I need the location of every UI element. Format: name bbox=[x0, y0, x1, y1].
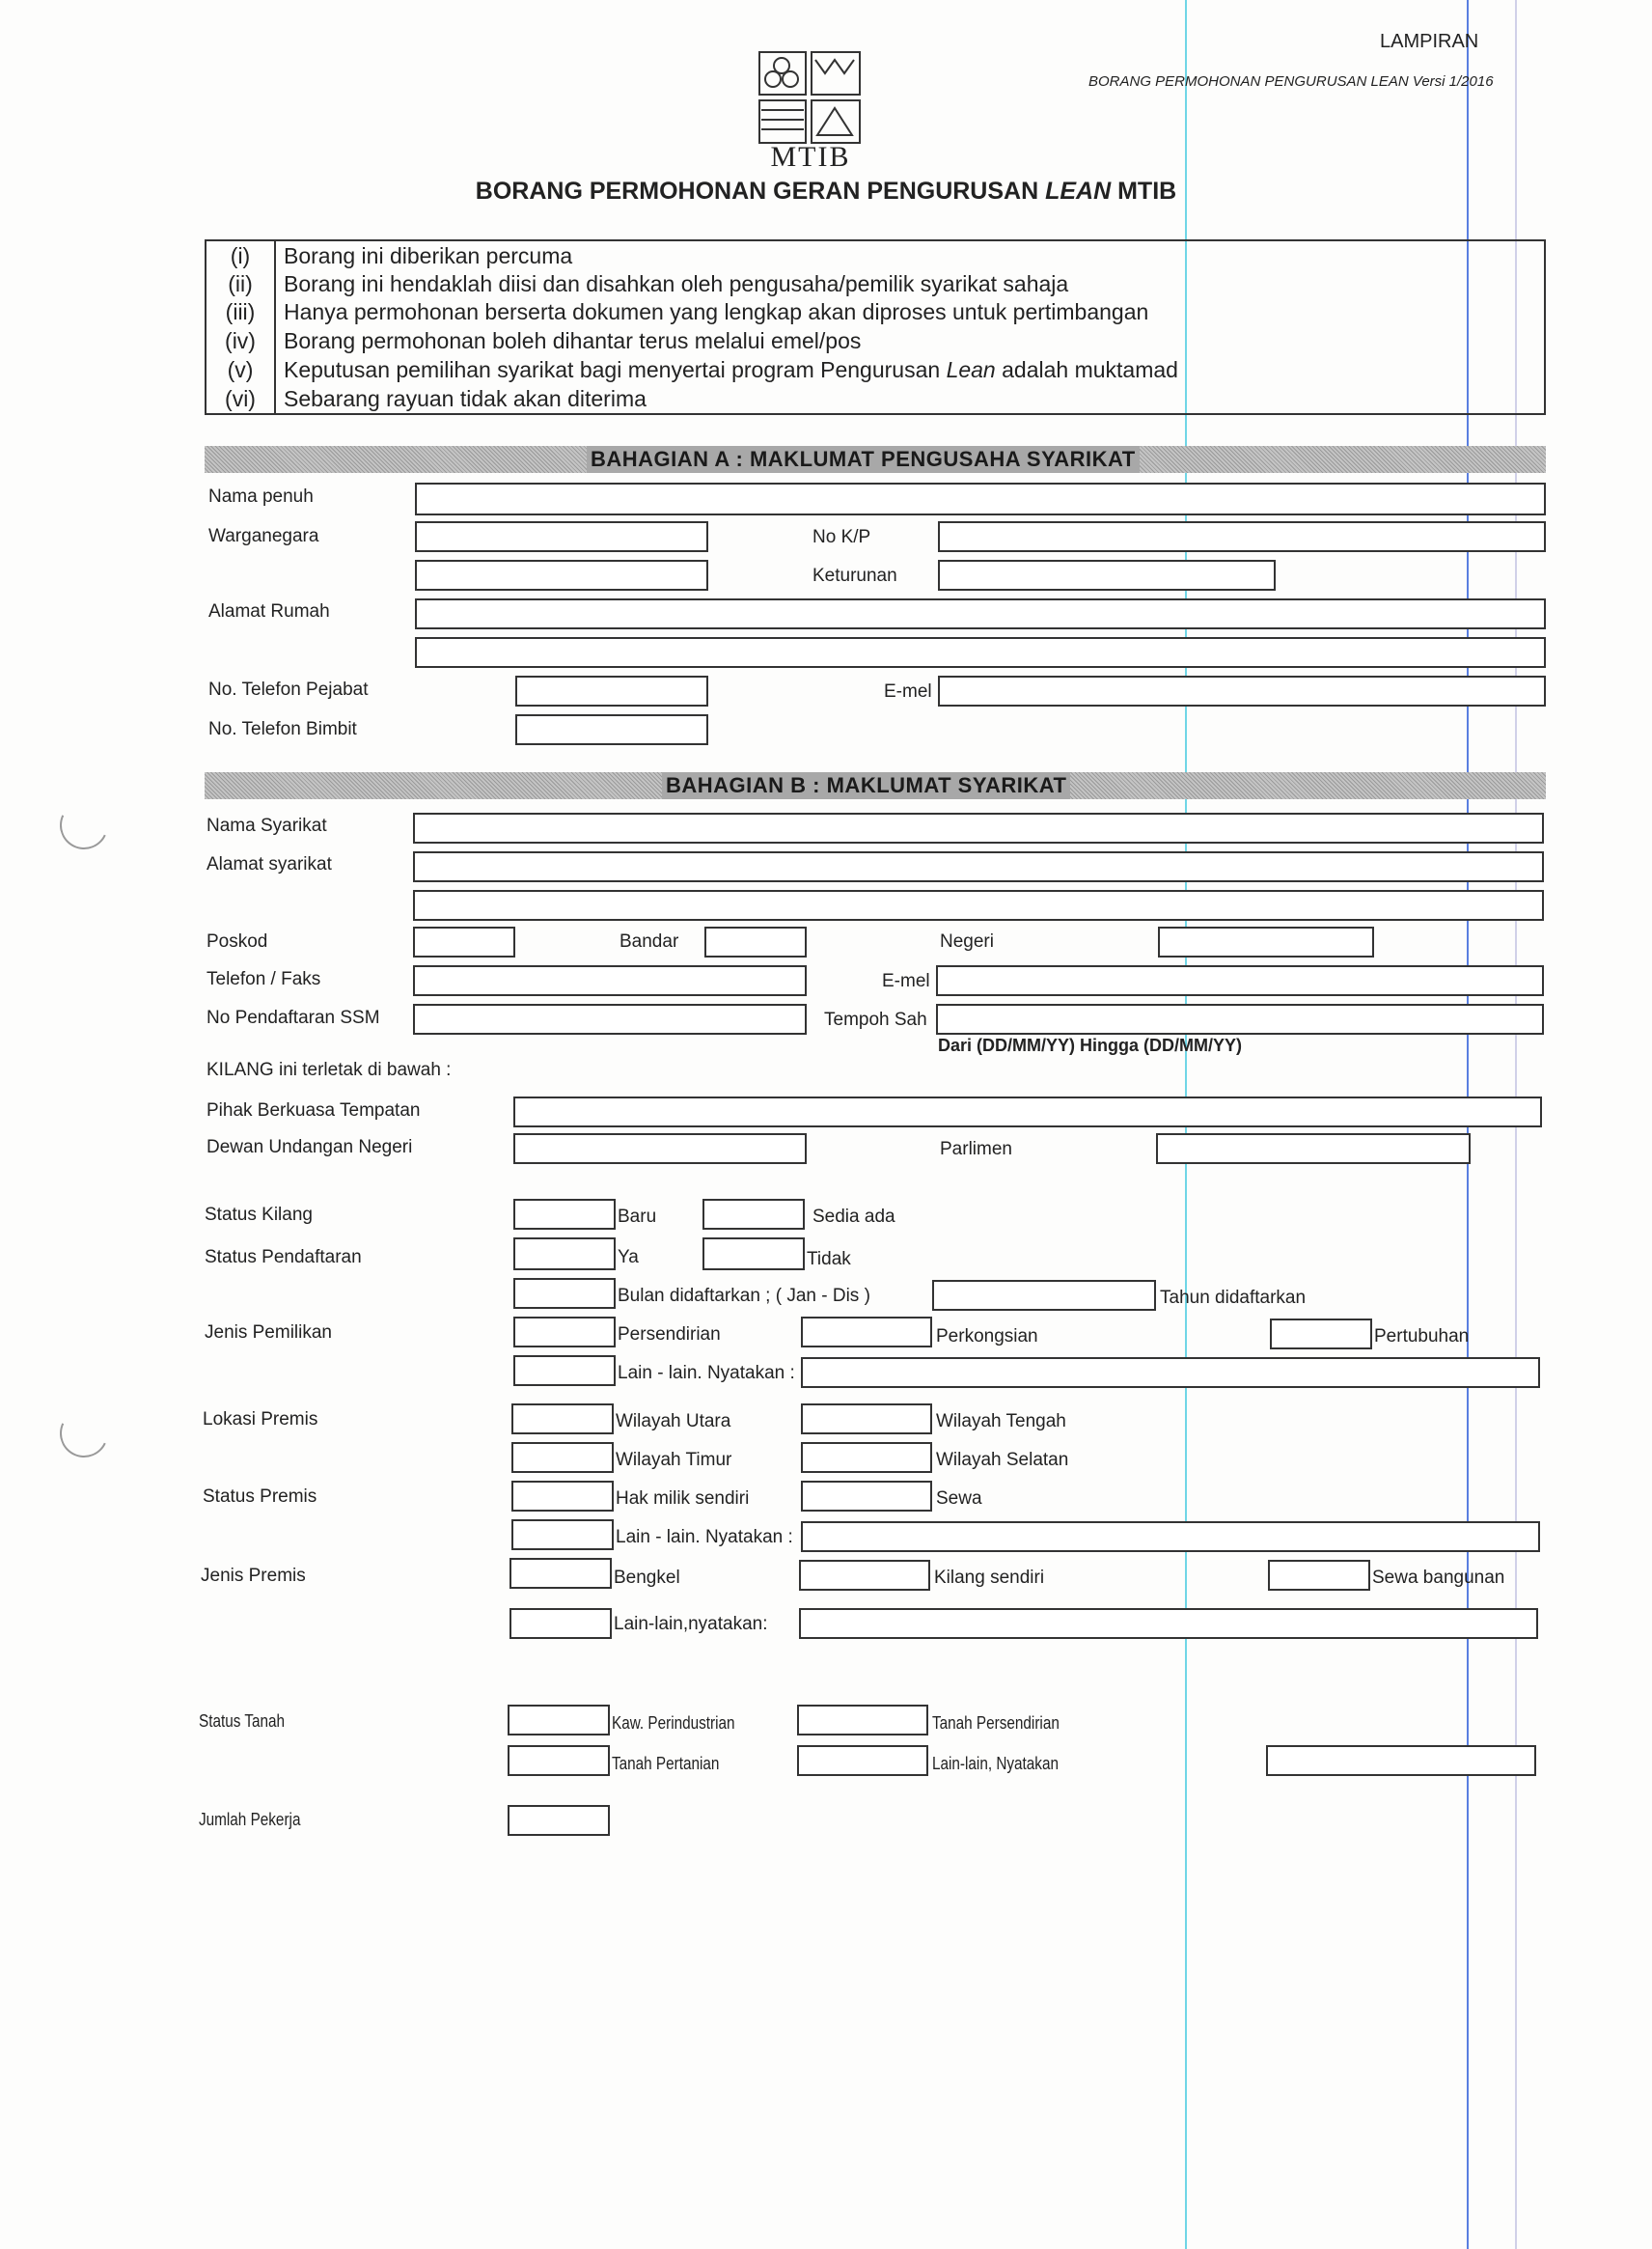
label-tanah-pertanian: Tanah Pertanian bbox=[612, 1754, 720, 1773]
label-kaw-perindustrian: Kaw. Perindustrian bbox=[612, 1713, 735, 1733]
wilayah-selatan-checkbox[interactable] bbox=[801, 1442, 932, 1473]
label-alamat-rumah: Alamat Rumah bbox=[208, 601, 330, 622]
label-sedia-ada: Sedia ada bbox=[812, 1207, 895, 1227]
lain-lain-checkbox-2[interactable] bbox=[511, 1519, 614, 1550]
label-wilayah-timur: Wilayah Timur bbox=[616, 1450, 732, 1470]
tahun-didaftarkan-field[interactable] bbox=[932, 1280, 1156, 1311]
parlimen-field[interactable] bbox=[1156, 1133, 1471, 1164]
note-row: (iv) Borang permohonan boleh dihantar terus melalui emel/pos bbox=[225, 328, 862, 353]
tempoh-sah-field[interactable] bbox=[936, 1004, 1544, 1035]
form-version: BORANG PERMOHONAN PENGURUSAN LEAN Versi 1/2016 bbox=[1088, 73, 1494, 90]
negeri-field[interactable] bbox=[1158, 927, 1374, 958]
alamat-rumah-field-1[interactable] bbox=[415, 598, 1546, 629]
label-lain-lain-3: Lain-lain,nyatakan: bbox=[614, 1614, 768, 1634]
note-row: (v) Keputusan pemilihan syarikat bagi menyertai program Pengurusan Lean adalah muktamad bbox=[227, 357, 1178, 382]
persendirian-checkbox[interactable] bbox=[513, 1317, 616, 1347]
label-hak-milik: Hak milik sendiri bbox=[616, 1488, 750, 1509]
label-no-ssm: No Pendaftaran SSM bbox=[206, 1008, 380, 1028]
label-lain-lain-1: Lain - lain. Nyatakan : bbox=[618, 1363, 795, 1383]
sedia-ada-checkbox[interactable] bbox=[702, 1199, 805, 1230]
alamat-syarikat-field-1[interactable] bbox=[413, 851, 1544, 882]
section-a-title: BAHAGIAN A : MAKLUMAT PENGUSAHA SYARIKAT bbox=[587, 446, 1140, 473]
tel-pejabat-field[interactable] bbox=[515, 676, 708, 707]
jumlah-pekerja-field[interactable] bbox=[508, 1805, 610, 1836]
label-jenis-pemilikan: Jenis Pemilikan bbox=[205, 1322, 332, 1343]
label-status-premis: Status Premis bbox=[203, 1486, 317, 1507]
note-row: (vi) Sebarang rayuan tidak akan diterima bbox=[225, 386, 647, 411]
label-lain-lain-2: Lain - lain. Nyatakan : bbox=[616, 1527, 793, 1547]
label-bandar: Bandar bbox=[620, 931, 679, 952]
alamat-syarikat-field-2[interactable] bbox=[413, 890, 1544, 921]
punch-hole-top bbox=[53, 794, 115, 856]
tel-bimbit-field[interactable] bbox=[515, 714, 708, 745]
alamat-rumah-field-2[interactable] bbox=[415, 637, 1546, 668]
punch-hole-bottom bbox=[53, 1402, 115, 1464]
label-sewa: Sewa bbox=[936, 1488, 982, 1509]
label-ya: Ya bbox=[618, 1247, 639, 1267]
label-tel-bimbit: No. Telefon Bimbit bbox=[208, 719, 357, 739]
label-bulan-didaftarkan: Bulan didaftarkan ; ( Jan - Dis ) bbox=[618, 1286, 870, 1306]
telefon-faks-field[interactable] bbox=[413, 965, 807, 996]
label-perkongsian: Perkongsian bbox=[936, 1326, 1038, 1347]
label-baru: Baru bbox=[618, 1207, 657, 1227]
label-telefon-faks: Telefon / Faks bbox=[206, 969, 321, 989]
no-ssm-field[interactable] bbox=[413, 1004, 807, 1035]
tanah-pertanian-checkbox[interactable] bbox=[508, 1745, 610, 1776]
tidak-checkbox[interactable] bbox=[702, 1237, 805, 1270]
section-a-header bbox=[205, 446, 1546, 473]
label-bengkel: Bengkel bbox=[614, 1568, 680, 1588]
lampiran-label: LAMPIRAN bbox=[1380, 31, 1479, 52]
nama-syarikat-field[interactable] bbox=[413, 813, 1544, 844]
keturunan-field[interactable] bbox=[938, 560, 1276, 591]
warganegara-extra-field[interactable] bbox=[415, 560, 708, 591]
note-row: (i) Borang ini diberikan percuma bbox=[230, 243, 573, 268]
label-jumlah-pekerja: Jumlah Pekerja bbox=[199, 1810, 301, 1829]
label-wilayah-selatan: Wilayah Selatan bbox=[936, 1450, 1069, 1470]
label-wilayah-tengah: Wilayah Tengah bbox=[936, 1411, 1066, 1431]
label-pertubuhan: Pertubuhan bbox=[1374, 1326, 1470, 1347]
nama-penuh-field[interactable] bbox=[415, 483, 1546, 515]
mtib-logo bbox=[757, 50, 864, 173]
bulan-didaftarkan-field[interactable] bbox=[513, 1278, 616, 1309]
wilayah-utara-checkbox[interactable] bbox=[511, 1403, 614, 1434]
no-kp-field[interactable] bbox=[938, 521, 1546, 552]
hak-milik-checkbox[interactable] bbox=[511, 1481, 614, 1512]
pbt-field[interactable] bbox=[513, 1097, 1542, 1127]
perkongsian-checkbox[interactable] bbox=[801, 1317, 932, 1347]
baru-checkbox[interactable] bbox=[513, 1199, 616, 1230]
label-emel-a: E-mel bbox=[884, 681, 932, 702]
bengkel-checkbox[interactable] bbox=[509, 1558, 612, 1589]
kilang-intro: KILANG ini terletak di bawah : bbox=[206, 1060, 452, 1080]
label-pbt: Pihak Berkuasa Tempatan bbox=[206, 1100, 421, 1121]
lain-lain-checkbox-1[interactable] bbox=[513, 1355, 616, 1386]
label-parlimen: Parlimen bbox=[940, 1139, 1012, 1159]
lain-lain-checkbox-3[interactable] bbox=[509, 1608, 612, 1639]
lain-lain-checkbox-4[interactable] bbox=[797, 1745, 928, 1776]
label-status-tanah: Status Tanah bbox=[199, 1711, 286, 1731]
pertubuhan-checkbox[interactable] bbox=[1270, 1319, 1372, 1349]
label-jenis-premis: Jenis Premis bbox=[201, 1566, 306, 1586]
label-emel-b: E-mel bbox=[882, 971, 930, 991]
label-status-pendaftaran: Status Pendaftaran bbox=[205, 1247, 362, 1267]
label-kilang-sendiri: Kilang sendiri bbox=[934, 1568, 1045, 1588]
label-dun: Dewan Undangan Negeri bbox=[206, 1137, 413, 1157]
label-tidak: Tidak bbox=[807, 1249, 851, 1269]
lain-lain-field-3[interactable] bbox=[799, 1608, 1538, 1639]
label-poskod: Poskod bbox=[206, 931, 268, 952]
dun-field[interactable] bbox=[513, 1133, 807, 1164]
section-b-header bbox=[205, 772, 1546, 799]
label-persendirian: Persendirian bbox=[618, 1324, 721, 1345]
note-row: (iii) Hanya permohonan berserta dokumen yang lengkap akan diproses untuk pertimbangan bbox=[225, 299, 1149, 324]
lain-lain-field-1[interactable] bbox=[801, 1357, 1540, 1388]
section-b-title: BAHAGIAN B : MAKLUMAT SYARIKAT bbox=[662, 772, 1070, 799]
tanah-persendirian-checkbox[interactable] bbox=[797, 1705, 928, 1735]
notes-box bbox=[205, 239, 1546, 415]
label-tahun-didaftarkan: Tahun didaftarkan bbox=[1160, 1288, 1307, 1308]
bandar-field[interactable] bbox=[704, 927, 807, 958]
poskod-field[interactable] bbox=[413, 927, 515, 958]
note-row: (ii) Borang ini hendaklah diisi dan disahkan oleh pengusaha/pemilik syarikat sahaja bbox=[228, 271, 1069, 296]
wilayah-tengah-checkbox[interactable] bbox=[801, 1403, 932, 1434]
label-sewa-bangunan: Sewa bangunan bbox=[1372, 1568, 1505, 1588]
kilang-sendiri-checkbox[interactable] bbox=[799, 1560, 930, 1591]
emel-b-field[interactable] bbox=[936, 965, 1544, 996]
label-tel-pejabat: No. Telefon Pejabat bbox=[208, 680, 369, 700]
warganegara-field[interactable] bbox=[415, 521, 708, 552]
sewa-bangunan-checkbox[interactable] bbox=[1268, 1560, 1370, 1591]
label-nama-syarikat: Nama Syarikat bbox=[206, 816, 327, 836]
label-tanah-persendirian: Tanah Persendirian bbox=[932, 1713, 1060, 1733]
label-alamat-syarikat: Alamat syarikat bbox=[206, 854, 332, 875]
label-no-kp: No K/P bbox=[812, 527, 871, 547]
wilayah-timur-checkbox[interactable] bbox=[511, 1442, 614, 1473]
label-negeri: Negeri bbox=[940, 931, 994, 952]
tarikh-format-hint: Dari (DD/MM/YY) Hingga (DD/MM/YY) bbox=[938, 1036, 1242, 1055]
mtib-logo-icon bbox=[757, 50, 864, 147]
page-title: BORANG PERMOHONAN GERAN PENGURUSAN LEAN MTIB bbox=[475, 178, 1177, 205]
label-wilayah-utara: Wilayah Utara bbox=[616, 1411, 731, 1431]
label-lokasi-premis: Lokasi Premis bbox=[203, 1409, 318, 1430]
label-keturunan: Keturunan bbox=[812, 566, 897, 586]
label-warganegara: Warganegara bbox=[208, 526, 319, 546]
emel-a-field[interactable] bbox=[938, 676, 1546, 707]
label-lain-lain-4: Lain-lain, Nyatakan bbox=[932, 1754, 1059, 1773]
label-nama-penuh: Nama penuh bbox=[208, 486, 314, 507]
lain-lain-field-2[interactable] bbox=[801, 1521, 1540, 1552]
kaw-perindustrian-checkbox[interactable] bbox=[508, 1705, 610, 1735]
lain-lain-field-4[interactable] bbox=[1266, 1745, 1536, 1776]
ya-checkbox[interactable] bbox=[513, 1237, 616, 1270]
sewa-checkbox[interactable] bbox=[801, 1481, 932, 1512]
label-tempoh-sah: Tempoh Sah bbox=[824, 1010, 927, 1030]
label-status-kilang: Status Kilang bbox=[205, 1205, 313, 1225]
logo-text: MTIB bbox=[770, 141, 851, 173]
